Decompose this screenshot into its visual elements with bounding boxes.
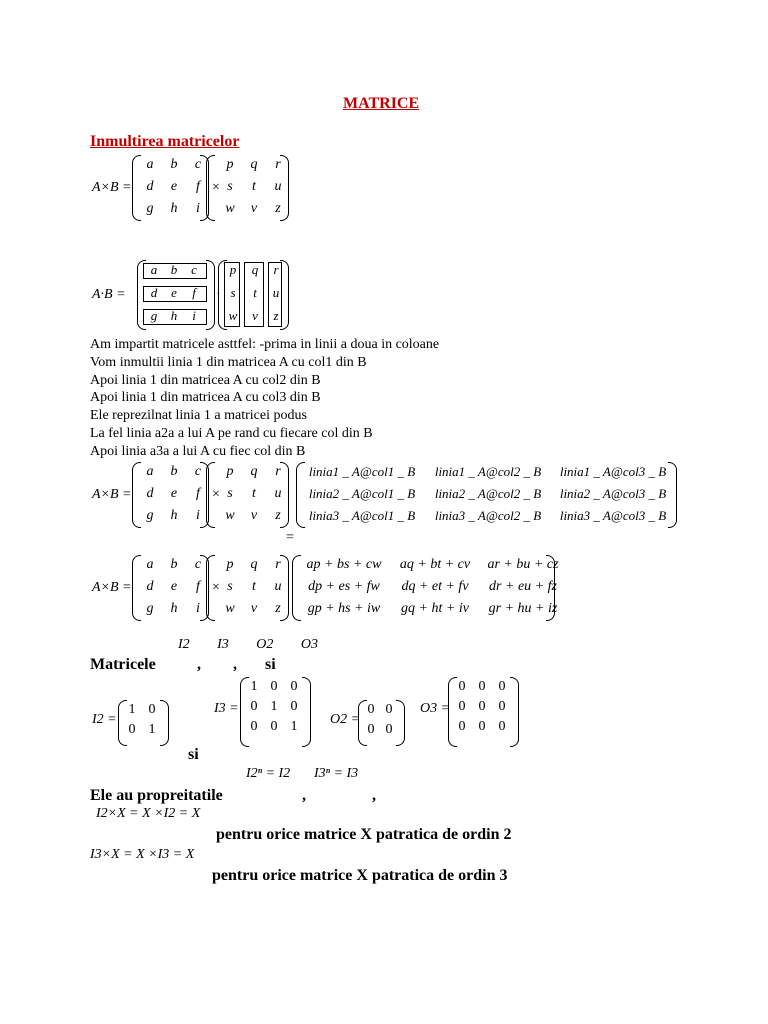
eq4-a-cell-r2c2: e bbox=[170, 579, 178, 594]
eq1-mat-b-lparen bbox=[206, 155, 215, 221]
eq3-linia-rparen bbox=[668, 462, 677, 528]
eq3-times-sign: × bbox=[212, 487, 220, 502]
eq2-b-cell-r2c3: u bbox=[272, 285, 280, 300]
eq4-product-matrix bbox=[298, 557, 566, 617]
i3-rparen bbox=[302, 677, 311, 747]
eq2-a-cell-r3c2: h bbox=[170, 308, 178, 323]
i3-cell-r3c2: 0 bbox=[270, 719, 278, 734]
eq4-b-cell-r2c1: s bbox=[227, 579, 233, 594]
o3-cell-r1c2: 0 bbox=[478, 679, 486, 694]
eq4-b-cell-r2c2: t bbox=[252, 579, 256, 594]
i2-cell-r2c2: 1 bbox=[148, 722, 156, 737]
eq1-b-cell-r3c2: v bbox=[250, 201, 258, 216]
explanation-line: Ele reprezilnat linia 1 a matricei podus bbox=[90, 408, 307, 424]
explanation-line: Apoi linia 1 din matricea A cu col2 din B bbox=[90, 372, 321, 388]
eq2-b-cell-r1c3: r bbox=[273, 262, 279, 277]
eq3-b-cell-r2c2: t bbox=[252, 486, 256, 501]
product-cell-r2c3: dr + eu + fz bbox=[489, 579, 557, 594]
eq2-a-cell-r3c3: i bbox=[192, 308, 196, 323]
matricele-si: si bbox=[265, 656, 276, 673]
eq4-b-cell-r1c2: q bbox=[250, 557, 258, 572]
eq2-a-cell-r2c1: d bbox=[150, 285, 158, 300]
eq2-b-cell-r3c1: w bbox=[228, 308, 238, 323]
eq4-b-cell-r1c3: r bbox=[275, 557, 281, 572]
i3-cell-r1c2: 0 bbox=[270, 679, 278, 694]
eq4-a-cell-r3c1: g bbox=[146, 601, 154, 616]
o3-cell-r2c3: 0 bbox=[498, 699, 506, 714]
product-cell-r2c2: dq + et + fv bbox=[401, 579, 469, 594]
eq2-matrix-b bbox=[224, 262, 284, 324]
eq4-mat-b-rparen bbox=[280, 555, 289, 621]
i3-cell-r2c1: 0 bbox=[250, 699, 258, 714]
eq3-equals-sign: = bbox=[286, 530, 294, 545]
o3-cell-r2c2: 0 bbox=[478, 699, 486, 714]
prop2-equation: I3×X = X ×I3 = X bbox=[90, 847, 195, 862]
explanation-line: Vom inmultii linia 1 din matricea A cu col1 din B bbox=[90, 354, 367, 370]
eq4-product-rparen bbox=[546, 555, 555, 621]
i3-cell-r3c3: 1 bbox=[290, 719, 298, 734]
eq3-b-cell-r2c1: s bbox=[227, 486, 233, 501]
eq4-times-sign: × bbox=[212, 580, 220, 595]
eq1-a-cell-r3c3: i bbox=[196, 201, 200, 216]
o3-cell-r1c1: 0 bbox=[458, 679, 466, 694]
section-title: Inmultirea matricelor bbox=[90, 133, 240, 150]
eq3-b-cell-r3c2: v bbox=[250, 508, 258, 523]
eq2-matrix-a bbox=[144, 262, 204, 324]
i3-cell-r1c1: 1 bbox=[250, 679, 258, 694]
eq3-b-cell-r1c3: r bbox=[275, 464, 281, 479]
eq4-lhs: A×B = bbox=[92, 580, 132, 595]
eq3-b-cell-r3c1: w bbox=[225, 508, 235, 523]
o3-rparen bbox=[510, 677, 519, 747]
eq1-b-cell-r2c3: u bbox=[274, 179, 282, 194]
explanation-line: Am impartit matricele asttfel: -prima in linii a doua in coloane bbox=[90, 337, 440, 352]
eq2-lhs: A·B = bbox=[92, 287, 126, 302]
o2-rparen bbox=[396, 700, 405, 746]
linia-cell-r3c1: linia3 _ A@col1 _ B bbox=[308, 508, 416, 523]
eq3-mat-b-rparen bbox=[280, 462, 289, 528]
eq1-b-cell-r3c3: z bbox=[275, 201, 281, 216]
eq4-a-cell-r2c3: f bbox=[196, 579, 200, 594]
power-eq-i3: I3ⁿ = I3 bbox=[314, 766, 359, 781]
o3-matrix bbox=[452, 679, 512, 735]
eq1-b-cell-r1c2: q bbox=[250, 157, 258, 172]
props-heading: Ele au propreitatile bbox=[90, 787, 223, 804]
i3-cell-r2c3: 0 bbox=[290, 699, 298, 714]
o3-label: O3 = bbox=[420, 701, 451, 716]
eq3-b-cell-r1c1: p bbox=[226, 464, 234, 479]
eq3-b-cell-r2c3: u bbox=[274, 486, 282, 501]
eq2-b-cell-r2c2: t bbox=[253, 285, 257, 300]
product-cell-r3c2: gq + ht + iv bbox=[401, 601, 469, 616]
i2-cell-r1c1: 1 bbox=[128, 702, 136, 717]
linia-cell-r2c2: linia2 _ A@col2 _ B bbox=[434, 486, 542, 501]
i3-cell-r2c2: 1 bbox=[270, 699, 278, 714]
linia-cell-r1c2: linia1 _ A@col2 _ B bbox=[434, 464, 542, 479]
product-cell-r3c1: gp + hs + iw bbox=[307, 601, 381, 616]
o2-label: O2 = bbox=[330, 712, 361, 727]
eq2-a-cell-r2c2: e bbox=[171, 285, 177, 300]
eq1-b-cell-r1c1: p bbox=[226, 157, 234, 172]
eq1-a-cell-r1c2: b bbox=[170, 157, 178, 172]
explanation-line: Apoi linia a3a a lui A cu fiec col din B bbox=[90, 443, 306, 459]
i2-cell-r1c2: 0 bbox=[148, 702, 156, 717]
identity-name: I2 bbox=[178, 637, 190, 652]
eq4-mat-b-lparen bbox=[206, 555, 215, 621]
eq2-b-cell-r1c2: q bbox=[251, 262, 259, 277]
explanation-block bbox=[90, 336, 439, 461]
eq4-a-cell-r1c2: b bbox=[170, 557, 178, 572]
i2-cell-r2c1: 0 bbox=[128, 722, 136, 737]
o2-cell-r2c1: 0 bbox=[367, 722, 375, 737]
eq1-a-cell-r1c1: a bbox=[146, 157, 154, 172]
eq2-b-cell-r2c1: s bbox=[230, 285, 236, 300]
product-cell-r1c1: ap + bs + cw bbox=[306, 557, 382, 572]
product-cell-r1c2: aq + bt + cv bbox=[399, 557, 471, 572]
eq3-a-cell-r3c2: h bbox=[170, 508, 178, 523]
linia-cell-r3c2: linia3 _ A@col2 _ B bbox=[434, 508, 542, 523]
eq4-a-cell-r2c1: d bbox=[146, 579, 154, 594]
eq3-linia-matrix bbox=[300, 464, 674, 524]
i3-matrix bbox=[244, 679, 304, 735]
identity-name: O2 bbox=[256, 637, 274, 652]
linia-cell-r1c1: linia1 _ A@col1 _ B bbox=[308, 464, 416, 479]
eq3-b-cell-r3c3: z bbox=[275, 508, 281, 523]
matricele-sep2: , bbox=[233, 656, 237, 673]
eq4-b-cell-r2c3: u bbox=[274, 579, 282, 594]
eq4-b-cell-r3c2: v bbox=[250, 601, 258, 616]
o2-matrix bbox=[362, 702, 398, 738]
eq2-mat-b-rparen bbox=[280, 260, 289, 330]
eq1-mat-b-rparen bbox=[280, 155, 289, 221]
eq1-b-cell-r2c2: t bbox=[252, 179, 256, 194]
eq4-b-cell-r1c1: p bbox=[226, 557, 234, 572]
power-eq-i2: I2ⁿ = I2 bbox=[246, 766, 291, 781]
linia-cell-r3c3: linia3 _ A@col3 _ B bbox=[559, 508, 667, 523]
eq1-a-cell-r2c3: f bbox=[196, 179, 200, 194]
eq2-a-cell-r2c3: f bbox=[192, 285, 196, 300]
eq2-mat-a-rparen bbox=[206, 260, 215, 330]
eq2-a-cell-r1c2: b bbox=[170, 262, 178, 277]
eq4-a-cell-r3c2: h bbox=[170, 601, 178, 616]
eq2-a-cell-r1c3: c bbox=[191, 262, 197, 277]
o3-cell-r1c3: 0 bbox=[498, 679, 506, 694]
linia-cell-r2c3: linia2 _ A@col3 _ B bbox=[559, 486, 667, 501]
i2-rparen bbox=[160, 700, 169, 746]
o2-cell-r1c2: 0 bbox=[385, 702, 393, 717]
o3-cell-r2c1: 0 bbox=[458, 699, 466, 714]
prop2-text: pentru orice matrice X patratica de ordin 3 bbox=[212, 867, 508, 884]
matricele-sep1: , bbox=[197, 656, 201, 673]
eq2-b-cell-r1c1: p bbox=[229, 262, 237, 277]
eq3-a-cell-r2c1: d bbox=[146, 486, 154, 501]
eq4-b-cell-r3c1: w bbox=[225, 601, 235, 616]
eq4-a-cell-r1c3: c bbox=[194, 557, 202, 572]
i3-cell-r1c3: 0 bbox=[290, 679, 298, 694]
eq4-a-cell-r1c1: a bbox=[146, 557, 154, 572]
prop1-equation: I2×X = X ×I2 = X bbox=[96, 806, 201, 821]
eq2-b-cell-r3c2: v bbox=[252, 308, 258, 323]
linia-cell-r2c1: linia2 _ A@col1 _ B bbox=[308, 486, 416, 501]
eq3-a-cell-r3c3: i bbox=[196, 508, 200, 523]
linia-cell-r1c3: linia1 _ A@col3 _ B bbox=[559, 464, 667, 479]
eq1-b-cell-r1c3: r bbox=[275, 157, 281, 172]
si-word: si bbox=[188, 746, 199, 763]
eq3-a-cell-r1c2: b bbox=[170, 464, 178, 479]
eq4-a-cell-r3c3: i bbox=[196, 601, 200, 616]
o3-cell-r3c2: 0 bbox=[478, 719, 486, 734]
eq2-dot-sign: · bbox=[216, 287, 221, 302]
eq2-b-cell-r3c3: z bbox=[273, 308, 279, 323]
eq3-mat-b-lparen bbox=[206, 462, 215, 528]
page-title: MATRICE bbox=[343, 95, 420, 112]
explanation-line: Apoi linia 1 din matricea A cu col3 din B bbox=[90, 390, 321, 406]
eq1-times-sign: × bbox=[212, 180, 220, 195]
identity-names-row bbox=[178, 637, 318, 653]
eq3-a-cell-r2c2: e bbox=[170, 486, 178, 501]
o3-cell-r3c3: 0 bbox=[498, 719, 506, 734]
o3-cell-r3c1: 0 bbox=[458, 719, 466, 734]
props-sep1: , bbox=[302, 787, 306, 804]
eq1-b-cell-r3c1: w bbox=[225, 201, 235, 216]
identity-name: I3 bbox=[217, 637, 229, 652]
eq2-a-cell-r1c1: a bbox=[150, 262, 158, 277]
eq3-lhs: A×B = bbox=[92, 487, 132, 502]
eq4-b-cell-r3c3: z bbox=[275, 601, 281, 616]
eq2-a-cell-r3c1: g bbox=[150, 308, 158, 323]
eq3-a-cell-r1c3: c bbox=[194, 464, 202, 479]
product-cell-r1c3: ar + bu + cz bbox=[487, 557, 559, 572]
eq1-a-cell-r1c3: c bbox=[194, 157, 202, 172]
o2-cell-r2c2: 0 bbox=[385, 722, 393, 737]
props-sep2: , bbox=[372, 787, 376, 804]
matricele-word: Matricele bbox=[90, 656, 156, 673]
eq1-a-cell-r2c2: e bbox=[170, 179, 178, 194]
i2-label: I2 = bbox=[92, 712, 117, 727]
eq3-a-cell-r1c1: a bbox=[146, 464, 154, 479]
i3-label: I3 = bbox=[214, 701, 239, 716]
explanation-line: La fel linia a2a a lui A pe rand cu fiecare col din B bbox=[90, 425, 373, 441]
eq1-a-cell-r3c2: h bbox=[170, 201, 178, 216]
eq1-b-cell-r2c1: s bbox=[227, 179, 233, 194]
product-cell-r3c3: gr + hu + iz bbox=[488, 601, 558, 616]
prop1-text: pentru orice matrice X patratica de ordin 2 bbox=[216, 826, 512, 843]
eq3-a-cell-r2c3: f bbox=[196, 486, 200, 501]
eq3-a-cell-r3c1: g bbox=[146, 508, 154, 523]
i2-matrix bbox=[122, 702, 162, 738]
eq1-a-cell-r3c1: g bbox=[146, 201, 154, 216]
i3-cell-r3c1: 0 bbox=[250, 719, 258, 734]
eq3-b-cell-r1c2: q bbox=[250, 464, 258, 479]
o2-cell-r1c1: 0 bbox=[367, 702, 375, 717]
eq1-a-cell-r2c1: d bbox=[146, 179, 154, 194]
product-cell-r2c1: dp + es + fw bbox=[308, 579, 380, 594]
identity-name: O3 bbox=[300, 637, 318, 652]
eq1-lhs: A×B = bbox=[92, 180, 132, 195]
